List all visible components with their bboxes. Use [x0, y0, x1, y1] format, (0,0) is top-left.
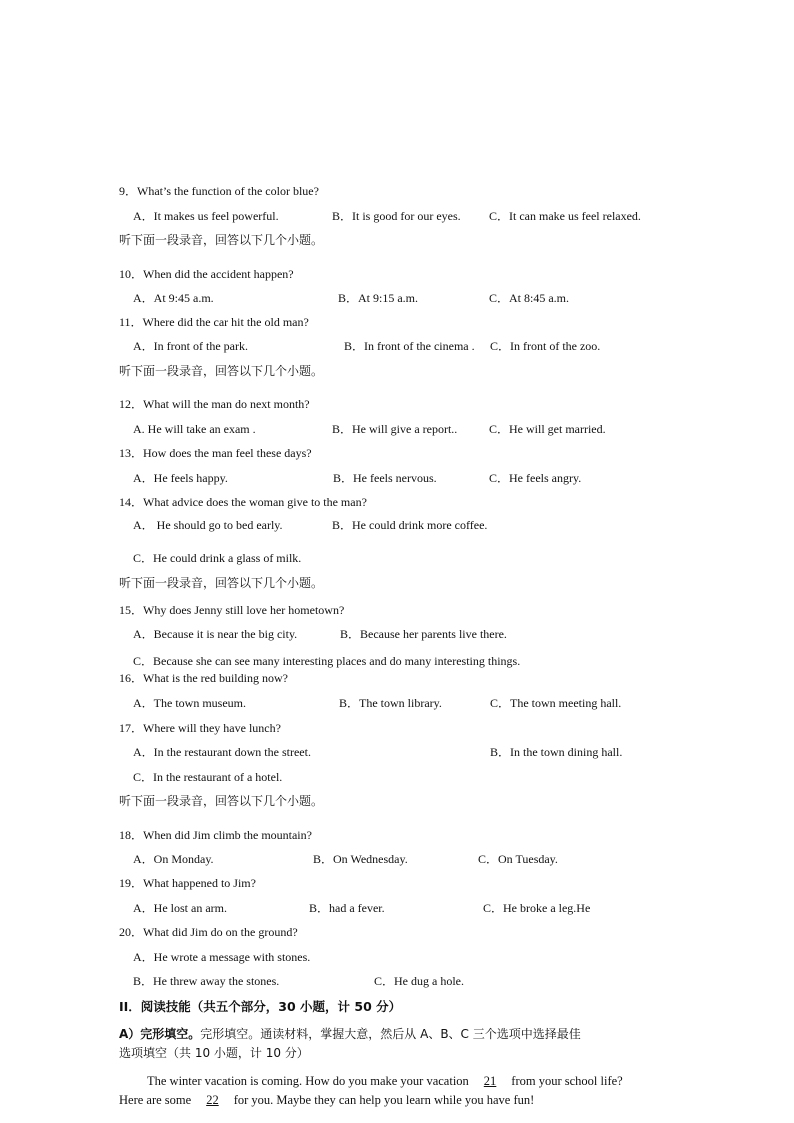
option-c: C．He feels angry. — [489, 471, 582, 485]
option-a: A．In front of the park. — [133, 339, 248, 353]
question-18: 18．When did Jim climb the mountain? — [119, 828, 312, 842]
question-11: 11．Where did the car hit the old man? — [119, 315, 309, 329]
option-a: A. He will take an exam . — [133, 422, 256, 436]
question-14: 14．What advice does the woman give to the man? — [119, 495, 367, 509]
passage-text: for you. Maybe they can help you learn while you have fun! — [233, 1093, 535, 1107]
listening-instruction: 听下面一段录音，回答以下几个小题。 — [119, 233, 324, 247]
option-b: B．On Wednesday. — [313, 852, 408, 866]
option-a: A．At 9:45 a.m. — [133, 291, 214, 305]
option-c: C．He dug a hole. — [374, 974, 464, 988]
passage-text: Here are some — [119, 1093, 192, 1107]
option-c: C．The town meeting hall. — [490, 696, 622, 710]
passage-text: from your school life? — [511, 1074, 623, 1088]
question-13: 13．How does the man feel these days? — [119, 446, 312, 460]
option-a: A．On Monday. — [133, 852, 214, 866]
option-b: B．had a fever. — [309, 901, 385, 915]
part-a-instruction-line2: 选项填空（共 10 小题，计 10 分） — [119, 1046, 309, 1060]
section-title: II．阅读技能（共五个部分，30 小题，计 50 分） — [119, 999, 402, 1014]
option-a: A．He feels happy. — [133, 471, 228, 485]
option-c: C．He will get married. — [489, 422, 606, 436]
part-a-label: A）完形填空。 — [119, 1027, 201, 1041]
option-b: B．He could drink more coffee. — [332, 518, 488, 532]
part-a-instruction-line1 — [119, 1026, 581, 1042]
listening-instruction: 听下面一段录音，回答以下几个小题。 — [119, 576, 324, 590]
question-15: 15．Why does Jenny still love her hometown? — [119, 603, 345, 617]
option-b: B．In the town dining hall. — [490, 745, 623, 759]
question-12: 12．What will the man do next month? — [119, 397, 310, 411]
question-9: 9．What’s the function of the color blue? — [119, 184, 319, 198]
option-b: B．At 9:15 a.m. — [338, 291, 418, 305]
option-b: B．The town library. — [339, 696, 442, 710]
option-b: B．He will give a report.. — [332, 422, 458, 436]
question-10: 10．When did the accident happen? — [119, 267, 294, 281]
blank-21: 21 — [483, 1074, 497, 1088]
option-a: A．The town museum. — [133, 696, 246, 710]
option-c: C．In front of the zoo. — [490, 339, 601, 353]
option-c: C．At 8:45 a.m. — [489, 291, 569, 305]
option-b: B．He feels nervous. — [333, 471, 437, 485]
option-b: B．Because her parents live there. — [340, 627, 507, 641]
option-c: C．In the restaurant of a hotel. — [133, 770, 283, 784]
passage-text: The winter vacation is coming. How do you make your vacation — [147, 1074, 469, 1088]
question-20: 20．What did Jim do on the ground? — [119, 925, 298, 939]
passage-line2 — [119, 1092, 534, 1108]
listening-instruction: 听下面一段录音，回答以下几个小题。 — [119, 364, 324, 378]
option-c: C．It can make us feel relaxed. — [489, 209, 641, 223]
option-a: A．He lost an arm. — [133, 901, 227, 915]
question-17: 17．Where will they have lunch? — [119, 721, 281, 735]
option-c: C．On Tuesday. — [478, 852, 558, 866]
option-b: B．He threw away the stones. — [133, 974, 280, 988]
option-a: A．In the restaurant down the street. — [133, 745, 311, 759]
question-19: 19．What happened to Jim? — [119, 876, 256, 890]
passage-line1 — [147, 1073, 623, 1089]
question-16: 16．What is the red building now? — [119, 671, 288, 685]
option-a: A．He wrote a message with stones. — [133, 950, 311, 964]
listening-instruction: 听下面一段录音，回答以下几个小题。 — [119, 794, 324, 808]
option-c: C．He could drink a glass of milk. — [133, 551, 302, 565]
blank-22: 22 — [206, 1093, 219, 1107]
part-a-text: 完形填空。通读材料，掌握大意，然后从 A、B、C 三个选项中选择最佳 — [200, 1027, 581, 1041]
option-a: A． He should go to bed early. — [133, 518, 283, 532]
option-b: B．It is good for our eyes. — [332, 209, 461, 223]
option-a: A．Because it is near the big city. — [133, 627, 298, 641]
option-a: A．It makes us feel powerful. — [133, 209, 279, 223]
option-c: C．He broke a leg.He — [483, 901, 591, 915]
option-b: B．In front of the cinema . — [344, 339, 475, 353]
option-c: C．Because she can see many interesting places and do many interesting things. — [133, 654, 521, 668]
